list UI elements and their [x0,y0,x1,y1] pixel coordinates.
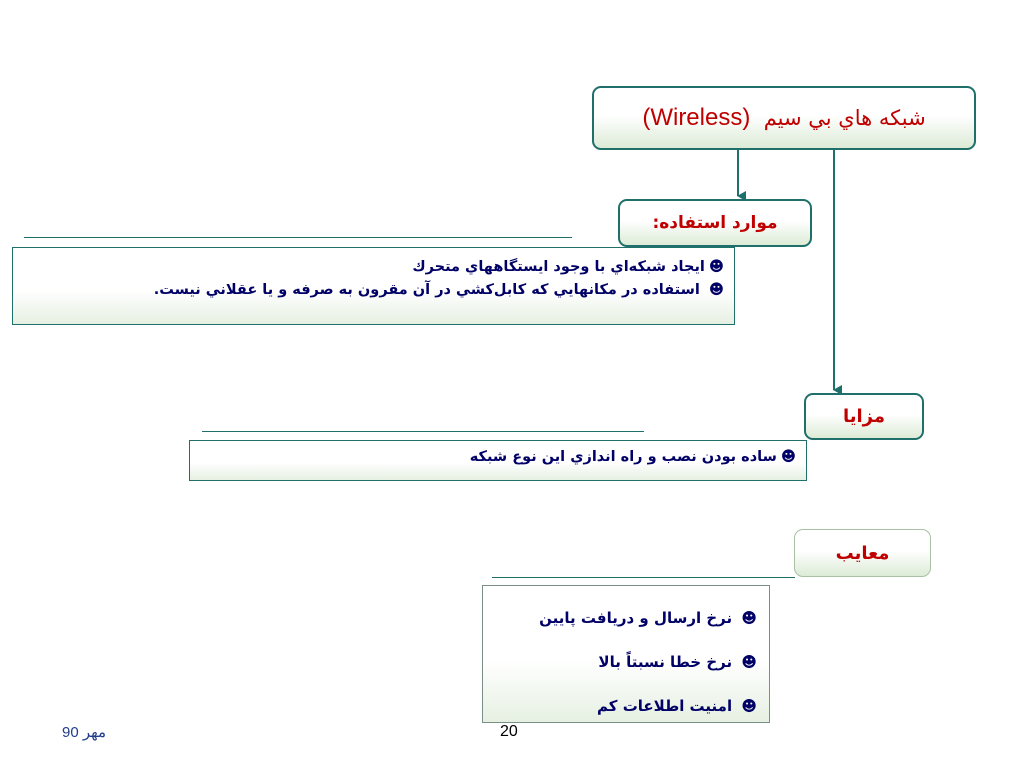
advantages-heading-box [804,393,924,440]
list-item: ☻ساده بودن نصب و راه اندازي اين نوع شبكه [469,449,796,465]
smiley-bullet-icon: ☻ [741,697,757,715]
smiley-bullet-icon: ☻ [780,449,796,465]
uses-heading-box [618,199,812,247]
uses-underline [24,237,572,238]
disadvantages-heading: معايب [835,542,890,564]
smiley-bullet-icon: ☻ [741,609,757,627]
advantages-heading: مزايا [842,406,886,427]
wireless-networks-title-box [592,86,976,150]
smiley-bullet-icon: ☻ [708,259,724,275]
footer-date: مهر 90 [62,724,107,741]
advantages-underline [202,431,644,432]
disadvantages-underline [492,577,795,578]
advantages-list [189,440,807,481]
uses-list [12,247,735,325]
list-item: ☻ايجاد شبكه‌اي با وجود ايستگاههاي متحرك [412,259,724,275]
list-item: ☻ نرخ ارسال و دريافت پايين [539,609,757,627]
disadvantages-list [482,585,770,723]
list-item: ☻ امنيت اطلاعات كم [597,697,757,715]
list-item: ☻ نرخ خطا نسبتاً بالا [598,653,757,671]
uses-heading: موارد استفاده: [652,213,778,233]
page-number: 20 [500,723,518,740]
title-english: (Wireless) [642,104,751,131]
smiley-bullet-icon: ☻ [741,653,757,671]
title-persian: شبكه هاي بي سيم [763,106,926,130]
disadvantages-heading-box [794,529,931,577]
smiley-bullet-icon: ☻ [708,282,724,298]
list-item: ☻ استفاده در مكانهايي كه كابل‌كشي در آن مقرون به صرفه و يا عقلاني نيست. [153,282,724,298]
